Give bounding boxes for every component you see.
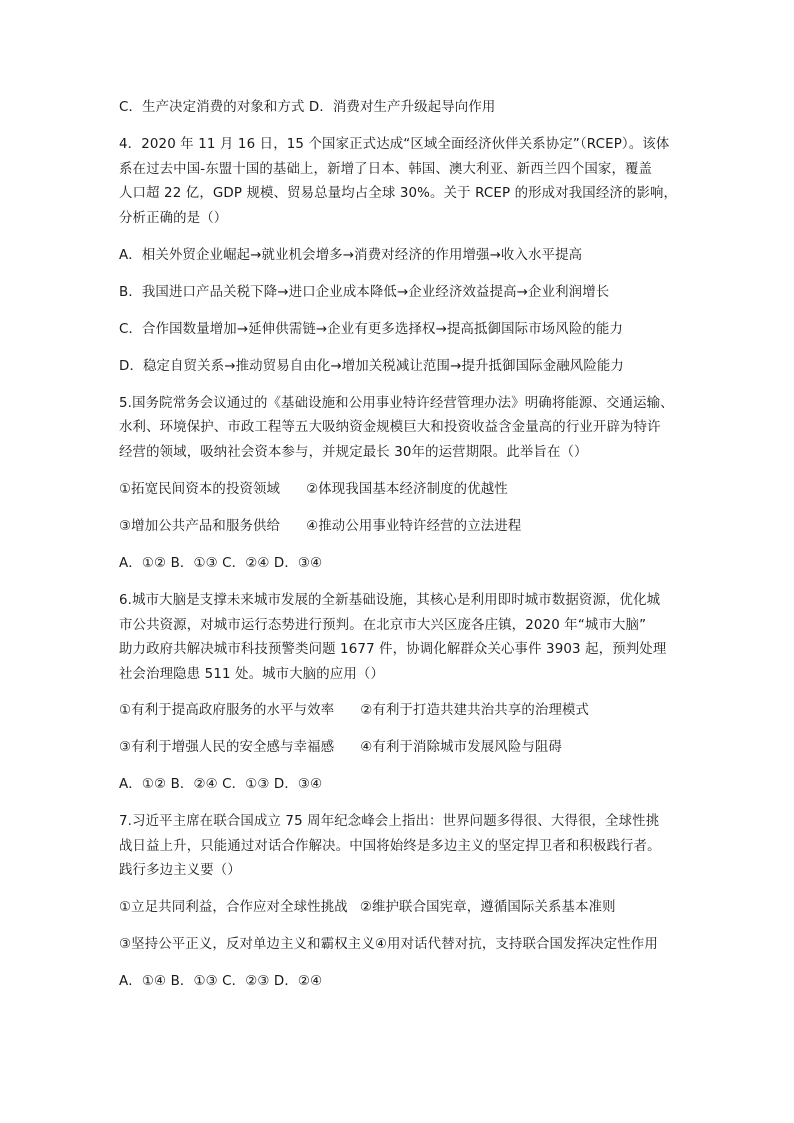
q4-option-b: B．我国进口产品关税下降→进口企业成本降低→企业经济效益提高→企业利润增长 <box>119 285 610 300</box>
q5-item-3: ③增加公共产品和服务供给 <box>119 519 281 534</box>
q6-stem-line-3: 助力政府共解决城市科技预警类问题 1677 件，协调化解群众关心事件 3903 起，预判处理 <box>119 642 667 657</box>
q5-item-4: ④推动公用事业特许经营的立法进程 <box>306 519 522 534</box>
q6-item-2: ②有利于打造共建共治共享的治理模式 <box>360 703 590 718</box>
q7-stem-line-1: 7.习近平主席在联合国成立 75 周年纪念峰会上指出：世界问题多得很、大得很，全球性挑 <box>119 814 660 829</box>
q7-stem-line-3: 践行多边主义要（） <box>119 863 241 878</box>
q6-stem-line-1: 6.城市大脑是支撑未来城市发展的全新基础设施，其核心是利用即时城市数据资源，优化城 <box>119 593 661 608</box>
q4-stem-line-1: 4．2020 年 11 月 16 日，15 个国家正式达成“区域全面经济伙伴关系协定”（RCEP）。该体 <box>119 137 670 152</box>
q6-items-row-1 <box>119 702 589 720</box>
q4-option-d: D．稳定自贸关系→推动贸易自由化→增加关税减让范围→提升抵御国际金融风险能力 <box>119 359 624 374</box>
q5-answers: A．①② B．①③ C．②④ D．③④ <box>119 556 323 571</box>
q4-stem-line-2: 系在过去中国-东盟十国的基础上，新增了日本、韩国、澳大利亚、新西兰四个国家，覆盖 <box>119 162 653 177</box>
q5-stem-line-2: 水利、环境保护、市政工程等五大吸纳资金规模巨大和投资收益含金量高的行业开辟为特许 <box>119 420 661 435</box>
q5-item-1: ①拓宽民间资本的投资领域 <box>119 482 281 497</box>
q6-items-row-2 <box>119 739 562 757</box>
q6-stem-line-4: 社会治理隐患 511 处。城市大脑的应用（） <box>119 667 385 682</box>
q7-answers: A．①④ B．①③ C．②③ D．②④ <box>119 974 323 989</box>
q7-stem-line-2: 战日益上升，只能通过对话合作解决。中国将始终是多边主义的坚定捍卫者和积极践行者。 <box>119 839 661 854</box>
q7-item-1: ①立足共同利益，合作应对全球性挑战 <box>119 900 348 915</box>
q5-items-row-2 <box>119 518 521 536</box>
q5-stem-line-1: 5.国务院常务会议通过的《基础设施和公用事业特许经营管理办法》明确将能源、交通运输、 <box>119 396 674 411</box>
q7-item-3: ③坚持公平正义，反对单边主义和霸权主义 <box>119 937 375 952</box>
q5-item-2: ②体现我国基本经济制度的优越性 <box>306 482 508 497</box>
q7-items-row-2 <box>119 936 658 954</box>
q7-item-2: ②维护联合国宪章，遵循国际关系基本准则 <box>359 900 616 915</box>
q7-item-4: ④用对话代替对抗，支持联合国发挥决定性作用 <box>374 937 658 952</box>
q4-stem-line-4: 分析正确的是（） <box>119 211 228 226</box>
q6-item-3: ③有利于增强人民的安全感与幸福感 <box>119 740 335 755</box>
q6-answers: A．①② B．②④ C．①③ D．③④ <box>119 777 323 792</box>
q6-item-4: ④有利于消除城市发展风险与阻碍 <box>360 740 562 755</box>
q3-options-cd: C．生产决定消费的对象和方式 D．消费对生产升级起导向作用 <box>119 100 496 115</box>
q4-stem-line-3: 人口超 22 亿，GDP 规模、贸易总量均占全球 30%。关于 RCEP 的形成对我国经济的影响， <box>119 186 678 201</box>
q6-stem-line-2: 市公共资源，对城市运行态势进行预判。在北京市大兴区庞各庄镇，2020 年“城市大脑” <box>119 618 647 633</box>
q7-items-row-1 <box>119 899 616 917</box>
q6-item-1: ①有利于提高政府服务的水平与效率 <box>119 703 335 718</box>
q4-option-c: C．合作国数量增加→延伸供需链→企业有更多选择权→提高抵御国际市场风险的能力 <box>119 322 623 337</box>
q4-option-a: A．相关外贸企业崛起→就业机会增多→消费对经济的作用增强→收入水平提高 <box>119 248 583 263</box>
q5-items-row-1 <box>119 481 508 499</box>
q5-stem-line-3: 经营的领域，吸纳社会资本参与，并规定最长 30年的运营期限。此举旨在（） <box>119 445 588 460</box>
